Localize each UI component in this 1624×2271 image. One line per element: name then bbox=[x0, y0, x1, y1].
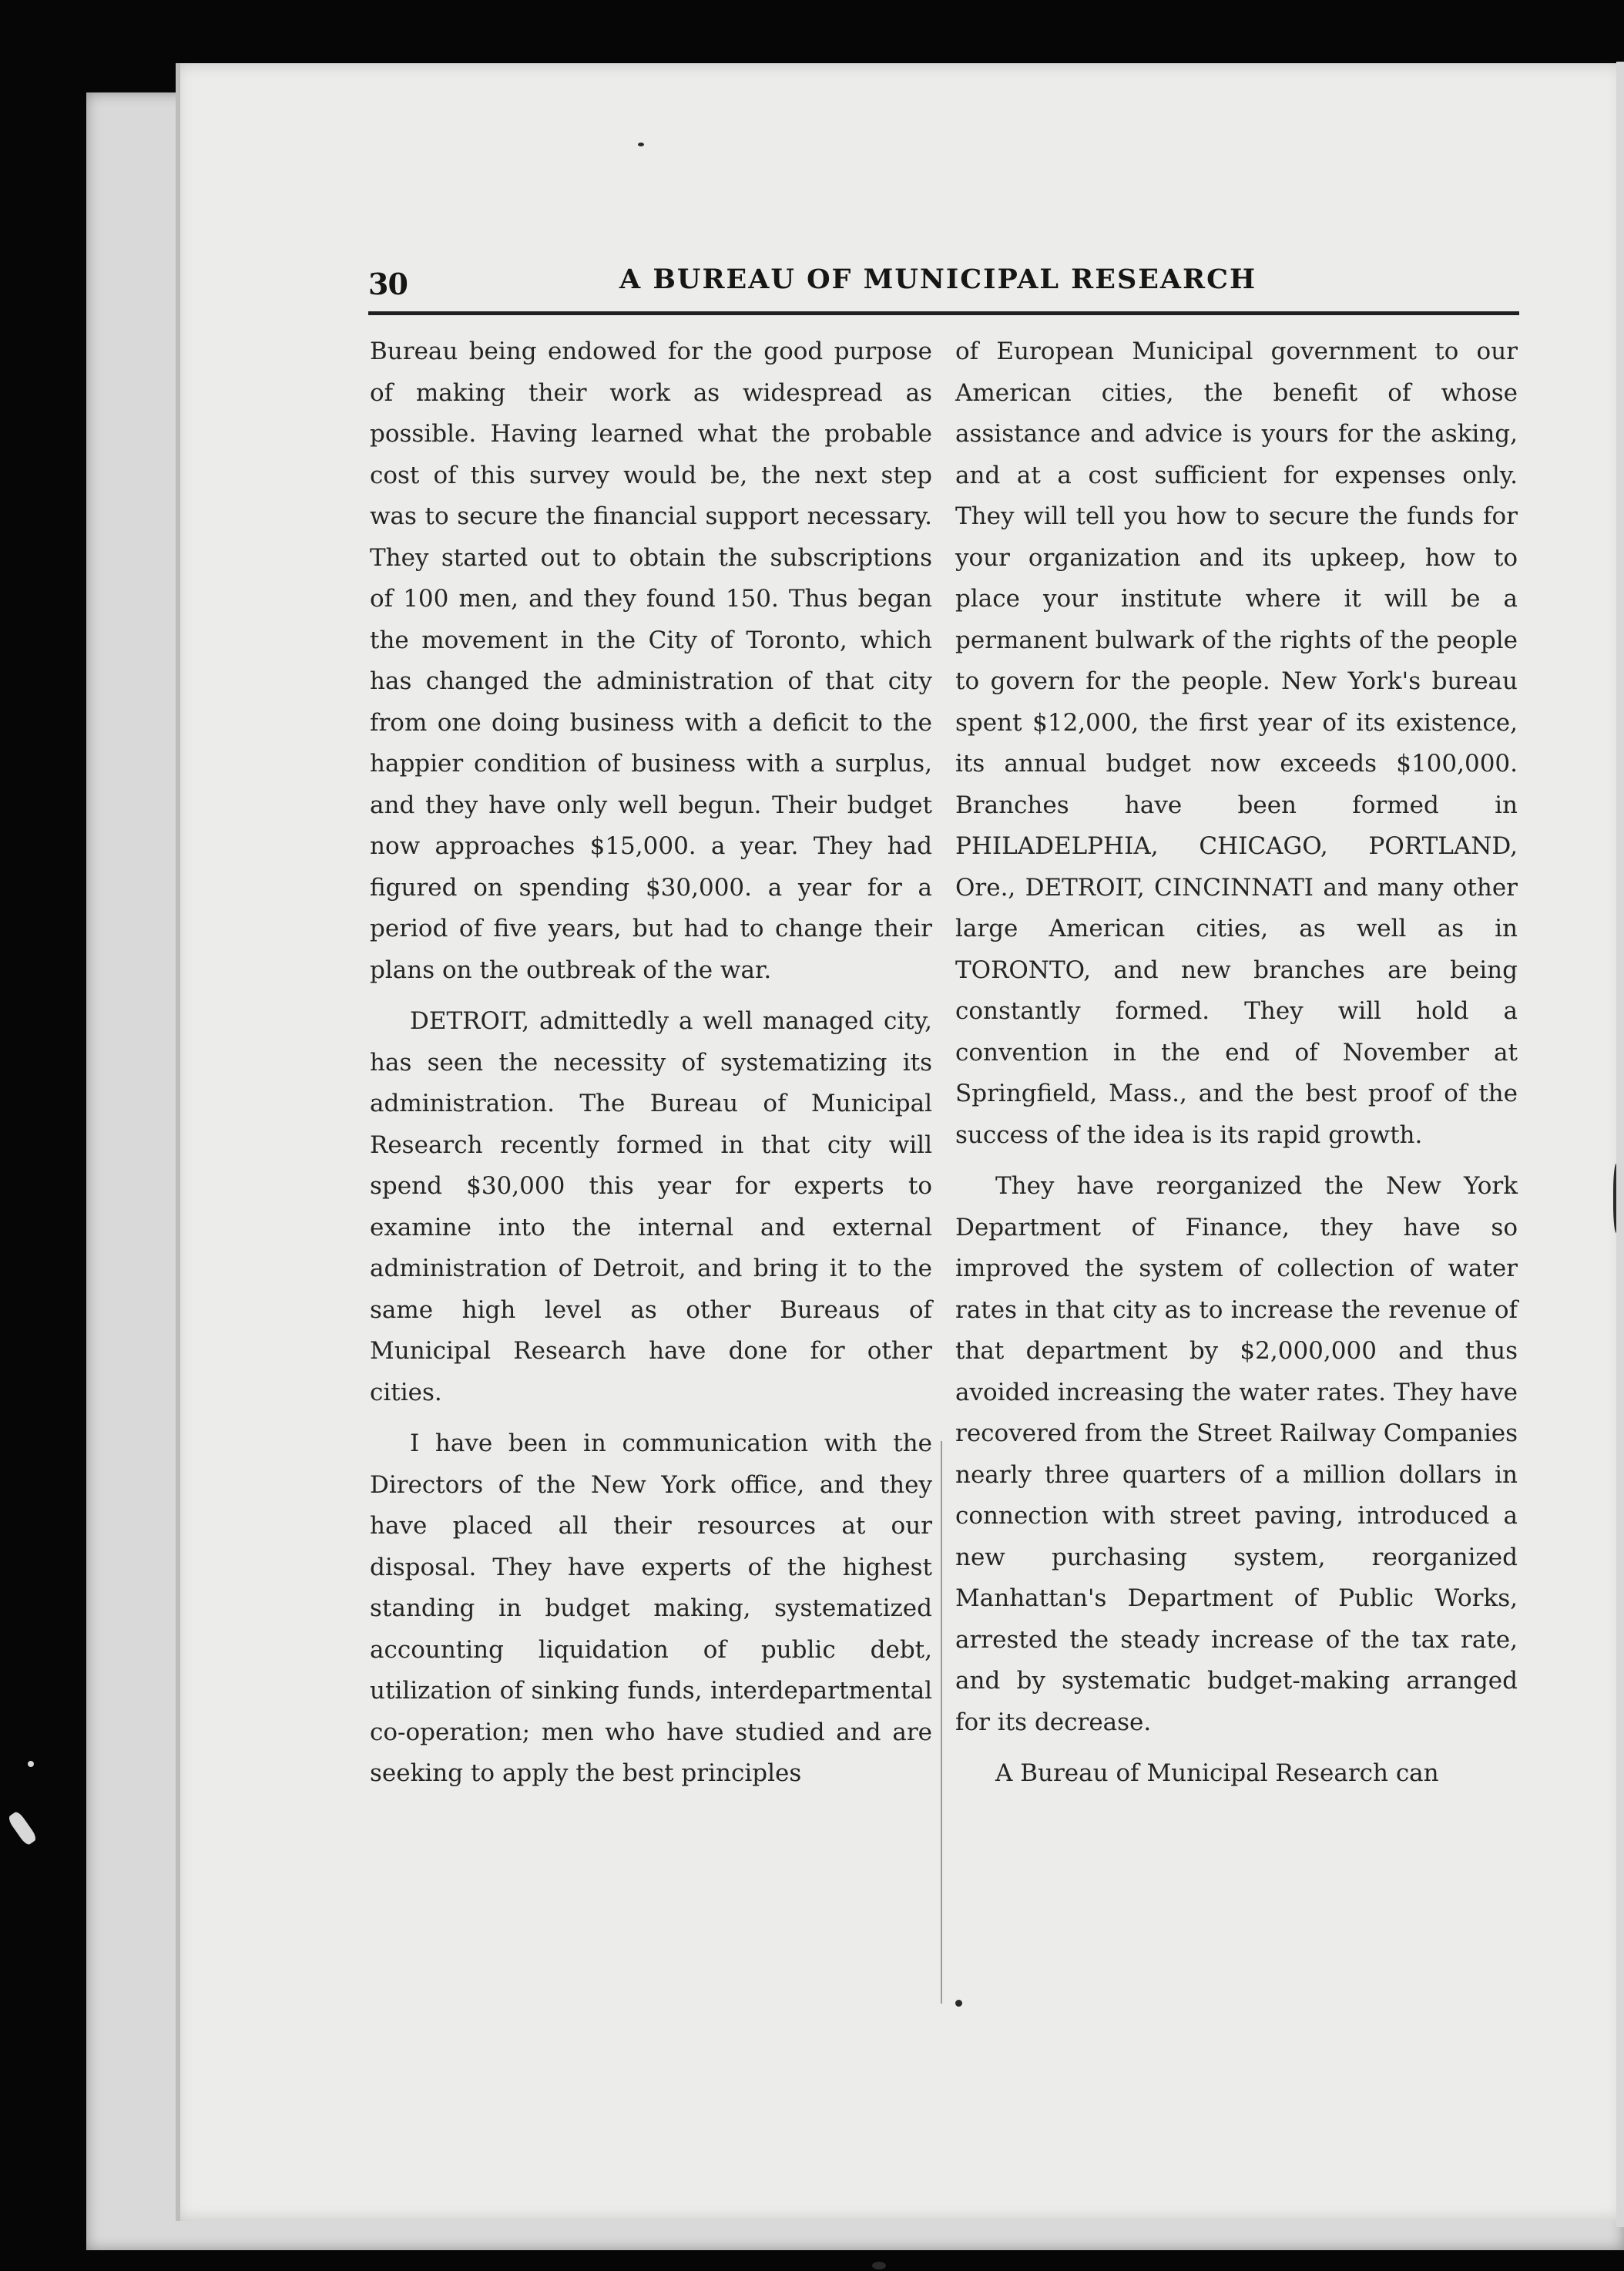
scan-speck bbox=[28, 1761, 34, 1767]
scan-speck bbox=[955, 2000, 962, 2007]
scan-speck bbox=[872, 2262, 886, 2269]
page-number: 30 bbox=[368, 267, 408, 301]
body-paragraph: DETROIT, admittedly a well managed city, has seen the necessity of systematizing its administration. The Bureau of Municipal Research recently formed in that city will spend $30,000 this year for experts to examine into the internal and external administration of Detroit, and bring it to the same high level as other Bureaus of Municipal Research have done for other cities. bbox=[370, 1007, 932, 1406]
right-text-column bbox=[955, 331, 1518, 1805]
left-text-column bbox=[370, 331, 932, 1805]
column-divider bbox=[941, 1441, 942, 2004]
scan-speck bbox=[7, 1810, 39, 1846]
body-paragraph: of European Municipal government to our American cities, the benefit of whose assistance and advice is yours for the asking, and at a cost sufficient for expenses only. They will tell you how to secure the funds for your organization and its upkeep, how to place your institute where it will be a permanent bulwark of the rights of the people to govern for the people. New York's bureau spent $12,000, the first year of its existence, its annual budget now exceeds $100,000. Branches have been formed in PHILADELPHIA, CHICAGO, PORTLAND, Ore., DETROIT, CINCINNATI and many other large American cities, as well as in TORONTO, and new branches are being constantly formed. They will hold a convention in the end of November at Springfield, Mass., and the best proof of the success of the idea is its rapid growth. bbox=[955, 338, 1518, 1149]
page-header-title: A BUREAU OF MUNICIPAL RESEARCH bbox=[619, 264, 1257, 295]
body-paragraph: A Bureau of Municipal Research can bbox=[995, 1759, 1439, 1787]
header-rule bbox=[368, 311, 1519, 315]
paper-shade bbox=[1616, 62, 1624, 2227]
body-paragraph: Bureau being endowed for the good purpose of making their work as widespread as possible. Having learned what the probable cost of this survey would be, the next step was to secure the financial support necessary. They started out to obtain the subscriptions of 100 men, and they found 150. Thus began the movement in the City of Toronto, which has changed the administration of that city from one doing business with a deficit to the happier condition of business with a surplus, and they have only well begun. Their budget now approaches $15,000. a year. They had figured on spending $30,000. a year for a period of five years, but had to change their plans on the outbreak of the war. bbox=[370, 338, 932, 984]
body-paragraph: I have been in communication with the Directors of the New York office, and they have placed all their resources at our disposal. They have experts of the highest standing in budget making, systematized accounting liquidation of public debt, utilization of sinking funds, interdepartmental co-operation; men who have studied and are seeking to apply the best principles bbox=[370, 1429, 932, 1787]
body-paragraph: They have reorganized the New York Department of Finance, they have so improved the system of collection of water rates in that city as to increase the revenue of that department by $2,000,000 and thus avoided increasing the water rates. They have recovered from the Street Railway Companies nearly three quarters of a million dollars in connection with street paving, introduced a new purchasing system, reorganized Manhattan's Department of Public Works, arrested the steady increase of the tax rate, and by systematic budget-making arranged for its decrease. bbox=[955, 1172, 1518, 1736]
scan-speck bbox=[638, 143, 644, 146]
running-header bbox=[368, 264, 1518, 310]
page-edge bbox=[176, 63, 180, 2221]
